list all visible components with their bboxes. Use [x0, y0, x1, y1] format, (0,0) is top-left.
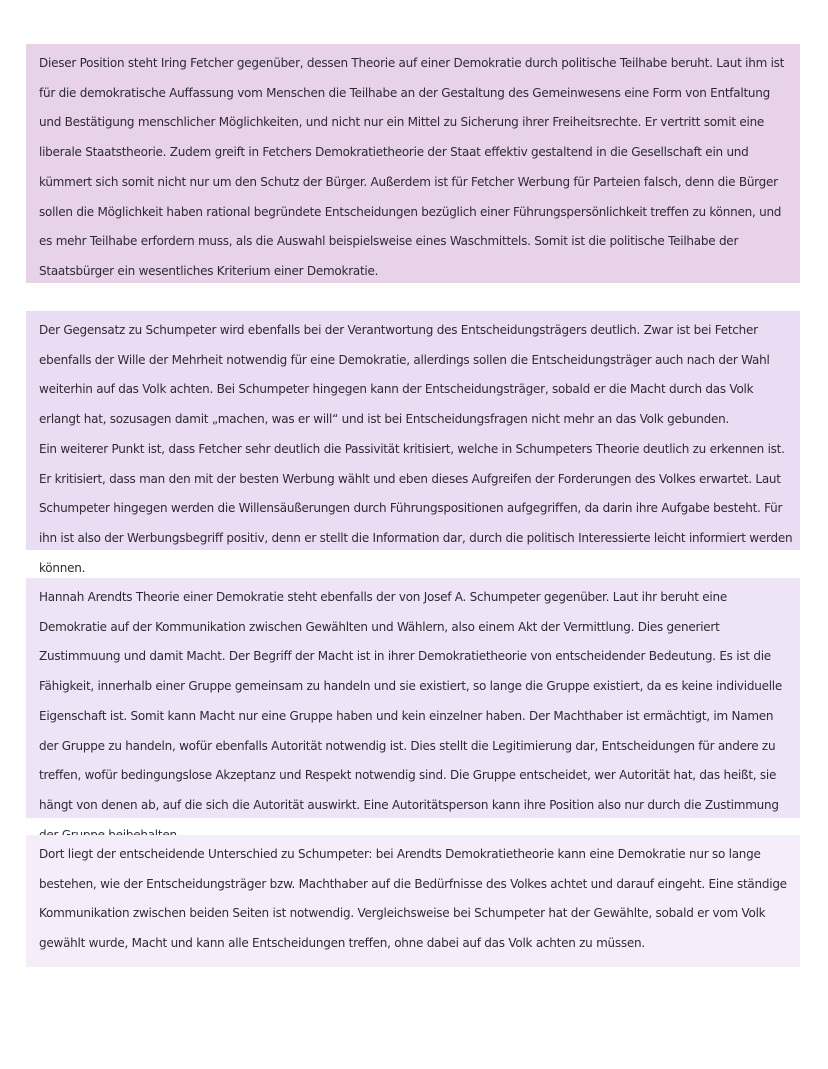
- paragraph: Dieser Position steht Iring Fetcher gegenüber, dessen Theorie auf einer Demokratie durch politische Teilhabe beruht. Laut ihm ist für die demokratische Auffassung vom Menschen die Teilhabe an der Gestaltung des Gemeinwesens eine Form von Entfaltung und Bestätigung menschlicher Möglichkeiten, und nicht nur ein Mittel zu Sicherung ihrer Freiheitsrechte. Er vertritt somit eine liberale Staatstheorie. Zudem greift in Fetchers Demokratietheorie der Staat effektiv gestaltend in die Gesellschaft ein und kümmert sich somit nicht nur um den Schutz der Bürger. Außerdem ist für Fetcher Werbung für Parteien falsch, denn die Bürger sollen die Möglichkeit haben rational begründete Entscheidungen bezüglich einer Führungspersönlichkeit treffen zu können, und es mehr Teilhabe erfordern muss, als die Auswahl beispielsweise eines Waschmittels. Somit ist die politische Teilhabe der Staatsbürger ein wesentliches Kriterium einer Demokratie.: [39, 56, 785, 278]
- paragraph: Ein weiterer Punkt ist, dass Fetcher sehr deutlich die Passivität kritisiert, welche in Schumpeters Theorie deutlich zu erkennen ist. Er kritisiert, dass man den mit der besten Werbung wählt und eben dieses Aufgreifen der Forderungen des Volkes erwartet. Laut Schumpeter hingegen werden die Willensäußerungen durch Führungspositionen aufgegriffen, da darin ihre Aufgabe besteht. Für ihn ist also der Werbungsbegriff positiv, denn er stellt die Information dar, durch die politisch Interessierte leicht informiert werden können.: [39, 441, 793, 575]
- text-block-schumpeter-contrast: [26, 311, 800, 575]
- paragraph: Hannah Arendts Theorie einer Demokratie steht ebenfalls der von Josef A. Schumpeter gegenüber. Laut ihr beruht eine Demokratie auf der Kommunikation zwischen Gewählten und Wählern, also einem Akt der Vermittlung. Dies generiert Zustimmuung und damit Macht. Der Begriff der Macht ist in ihrer Demokratietheorie von entscheidender Bedeutung. Es ist die Fähigkeit, innerhalb einer Gruppe gemeinsam zu handeln und sie existiert, so lange die Gruppe existiert, da es keine individuelle Eigenschaft ist. Somit kann Macht nur eine Gruppe haben und kein einzelner haben. Der Machthaber ist ermächtigt, im Namen der Gruppe zu handeln, wofür ebenfalls Autorität notwendig ist. Dies stellt die Legitimierung dar, Entscheidungen für andere zu treffen, wofür bedingungslose Akzeptanz und Respekt notwendig sind. Die Gruppe entscheidet, wer Autorität hat, das heißt, sie hängt von denen ab, auf die sich die Autorität auswirkt. Eine Autoritätsperson kann ihre Position also nur durch die Zustimmung: [39, 590, 783, 812]
- text-block-arendt-theory: [26, 578, 800, 818]
- text-block-arendt-difference: [26, 835, 800, 967]
- text-block-fetcher-theory: [26, 44, 800, 283]
- paragraph: Der Gegensatz zu Schumpeter wird ebenfalls bei der Verantwortung des Entscheidungsträgers deutlich. Zwar ist bei Fetcher ebenfalls der Wille der Mehrheit notwendig für eine Demokratie, allerdings sollen die Entscheidungsträger auch nach der Wahl weiterhin auf das Volk achten. Bei Schumpeter hingegen kann der Entscheidungsträger, sobald er die Macht durch das Volk erlangt hat, sozusagen damit „machen, was er will“ und ist bei Entscheidungsfragen nicht mehr an das Volk gebunden.: [39, 323, 770, 427]
- paragraph: Dort liegt der entscheidende Unterschied zu Schumpeter: bei Arendts Demokratietheorie kann eine Demokratie nur so lange bestehen, wie der Entscheidungsträger bzw. Machthaber auf die Bedürfnisse des Volkes achtet und darauf eingeht. Eine ständige Kommunikation zwischen beiden Seiten ist notwendig. Vergleichsweise bei Schumpeter hat der Gewählte, sobald er vom Volk gewählt wurde, Macht und kann alle Entscheidungen treffen, ohne dabei auf das Volk achten zu müssen.: [39, 847, 787, 951]
